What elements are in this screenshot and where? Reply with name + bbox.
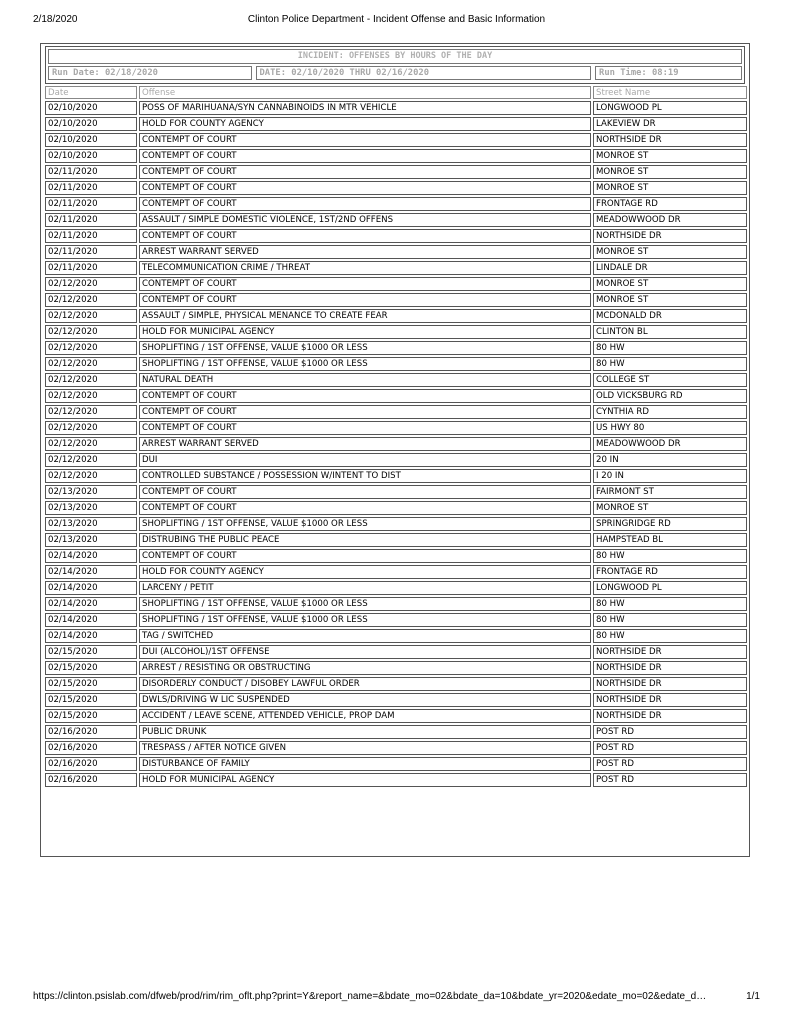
cell-offense: TRESPASS / AFTER NOTICE GIVEN xyxy=(139,741,591,755)
cell-street: OLD VICKSBURG RD xyxy=(593,389,747,403)
cell-date: 02/13/2020 xyxy=(45,533,137,547)
cell-street: NORTHSIDE DR xyxy=(593,645,747,659)
table-row xyxy=(45,405,747,419)
cell-offense: DUI xyxy=(139,453,591,467)
cell-date: 02/12/2020 xyxy=(45,325,137,339)
table-row xyxy=(45,485,747,499)
cell-date: 02/13/2020 xyxy=(45,501,137,515)
date-range: DATE: 02/10/2020 THRU 02/16/2020 xyxy=(256,66,592,80)
table-row xyxy=(45,597,747,611)
cell-street: LAKEVIEW DR xyxy=(593,117,747,131)
cell-street: 80 HW xyxy=(593,341,747,355)
cell-offense: ACCIDENT / LEAVE SCENE, ATTENDED VEHICLE, PROP DAM xyxy=(139,709,591,723)
cell-street: MONROE ST xyxy=(593,149,747,163)
table-row xyxy=(45,549,747,563)
page-number: 1/1 xyxy=(746,991,760,1002)
cell-offense: CONTEMPT OF COURT xyxy=(139,485,591,499)
cell-date: 02/14/2020 xyxy=(45,629,137,643)
cell-date: 02/14/2020 xyxy=(45,597,137,611)
cell-date: 02/10/2020 xyxy=(45,117,137,131)
cell-date: 02/16/2020 xyxy=(45,725,137,739)
cell-offense: HOLD FOR COUNTY AGENCY xyxy=(139,565,591,579)
cell-street: MCDONALD DR xyxy=(593,309,747,323)
cell-date: 02/16/2020 xyxy=(45,757,137,771)
cell-offense: CONTEMPT OF COURT xyxy=(139,405,591,419)
cell-date: 02/11/2020 xyxy=(45,245,137,259)
cell-street: 20 IN xyxy=(593,453,747,467)
cell-street: POST RD xyxy=(593,725,747,739)
run-date: Run Date: 02/18/2020 xyxy=(48,66,252,80)
cell-offense: CONTEMPT OF COURT xyxy=(139,197,591,211)
cell-street: 80 HW xyxy=(593,549,747,563)
cell-street: MEADOWWOOD DR xyxy=(593,437,747,451)
table-row xyxy=(45,213,747,227)
print-url: https://clinton.psislab.com/dfweb/prod/rim/rim_oflt.php?print=Y&report_name=&bdate_mo=02&bdate_da=10&bdate_yr=2020&edate_mo=02&edate_d… xyxy=(33,991,707,1002)
cell-offense: CONTEMPT OF COURT xyxy=(139,501,591,515)
cell-street: MONROE ST xyxy=(593,293,747,307)
cell-street: FRONTAGE RD xyxy=(593,197,747,211)
cell-offense: ASSAULT / SIMPLE DOMESTIC VIOLENCE, 1ST/2ND OFFENS xyxy=(139,213,591,227)
cell-offense: CONTEMPT OF COURT xyxy=(139,181,591,195)
table-row xyxy=(45,757,747,771)
table-row xyxy=(45,517,747,531)
run-time: Run Time: 08:19 xyxy=(595,66,742,80)
cell-offense: CONTEMPT OF COURT xyxy=(139,293,591,307)
table-row xyxy=(45,741,747,755)
cell-offense: HOLD FOR MUNICIPAL AGENCY xyxy=(139,325,591,339)
print-header xyxy=(33,14,760,28)
cell-date: 02/12/2020 xyxy=(45,373,137,387)
cell-date: 02/15/2020 xyxy=(45,693,137,707)
table-row xyxy=(45,341,747,355)
table-row xyxy=(45,469,747,483)
cell-street: LONGWOOD PL xyxy=(593,101,747,115)
cell-offense: CONTEMPT OF COURT xyxy=(139,149,591,163)
print-date: 2/18/2020 xyxy=(33,14,78,25)
cell-date: 02/12/2020 xyxy=(45,293,137,307)
cell-date: 02/16/2020 xyxy=(45,741,137,755)
table-row xyxy=(45,565,747,579)
table-row xyxy=(45,773,747,787)
cell-date: 02/14/2020 xyxy=(45,565,137,579)
table-row xyxy=(45,453,747,467)
offense-table xyxy=(43,84,749,789)
cell-offense: CONTEMPT OF COURT xyxy=(139,549,591,563)
table-row xyxy=(45,533,747,547)
column-header-offense: Offense xyxy=(139,86,591,99)
cell-street: FAIRMONT ST xyxy=(593,485,747,499)
table-header-row xyxy=(45,86,747,99)
table-row xyxy=(45,373,747,387)
cell-offense: ARREST WARRANT SERVED xyxy=(139,437,591,451)
cell-offense: CONTEMPT OF COURT xyxy=(139,421,591,435)
cell-offense: ASSAULT / SIMPLE, PHYSICAL MENANCE TO CREATE FEAR xyxy=(139,309,591,323)
cell-offense: PUBLIC DRUNK xyxy=(139,725,591,739)
cell-date: 02/11/2020 xyxy=(45,181,137,195)
table-row xyxy=(45,693,747,707)
cell-date: 02/11/2020 xyxy=(45,213,137,227)
table-row xyxy=(45,357,747,371)
cell-date: 02/16/2020 xyxy=(45,773,137,787)
cell-street: MONROE ST xyxy=(593,181,747,195)
cell-offense: DWLS/DRIVING W LIC SUSPENDED xyxy=(139,693,591,707)
print-footer xyxy=(33,991,760,1005)
cell-offense: SHOPLIFTING / 1ST OFFENSE, VALUE $1000 OR LESS xyxy=(139,597,591,611)
cell-offense: DUI (ALCOHOL)/1ST OFFENSE xyxy=(139,645,591,659)
table-row xyxy=(45,501,747,515)
cell-street: CYNTHIA RD xyxy=(593,405,747,419)
table-row xyxy=(45,389,747,403)
cell-date: 02/11/2020 xyxy=(45,197,137,211)
print-title: Clinton Police Department - Incident Offense and Basic Information xyxy=(247,14,546,25)
cell-date: 02/11/2020 xyxy=(45,261,137,275)
cell-offense: SHOPLIFTING / 1ST OFFENSE, VALUE $1000 OR LESS xyxy=(139,517,591,531)
cell-offense: TELECOMMUNICATION CRIME / THREAT xyxy=(139,261,591,275)
table-row xyxy=(45,677,747,691)
cell-offense: CONTEMPT OF COURT xyxy=(139,389,591,403)
cell-street: CLINTON BL xyxy=(593,325,747,339)
cell-street: MONROE ST xyxy=(593,277,747,291)
table-row xyxy=(45,613,747,627)
cell-street: HAMPSTEAD BL xyxy=(593,533,747,547)
cell-offense: TAG / SWITCHED xyxy=(139,629,591,643)
cell-street: NORTHSIDE DR xyxy=(593,677,747,691)
cell-date: 02/15/2020 xyxy=(45,645,137,659)
cell-street: NORTHSIDE DR xyxy=(593,229,747,243)
cell-offense: CONTEMPT OF COURT xyxy=(139,133,591,147)
cell-date: 02/14/2020 xyxy=(45,613,137,627)
cell-date: 02/10/2020 xyxy=(45,101,137,115)
cell-offense: LARCENY / PETIT xyxy=(139,581,591,595)
cell-street: US HWY 80 xyxy=(593,421,747,435)
report-container xyxy=(40,43,750,857)
cell-street: NORTHSIDE DR xyxy=(593,709,747,723)
cell-offense: CONTEMPT OF COURT xyxy=(139,277,591,291)
cell-date: 02/12/2020 xyxy=(45,389,137,403)
cell-date: 02/12/2020 xyxy=(45,277,137,291)
table-row xyxy=(45,437,747,451)
cell-date: 02/15/2020 xyxy=(45,661,137,675)
cell-street: NORTHSIDE DR xyxy=(593,693,747,707)
cell-street: I 20 IN xyxy=(593,469,747,483)
cell-street: 80 HW xyxy=(593,597,747,611)
report-title-box xyxy=(45,46,745,84)
table-row xyxy=(45,277,747,291)
table-row xyxy=(45,661,747,675)
cell-date: 02/10/2020 xyxy=(45,133,137,147)
column-header-street: Street Name xyxy=(593,86,747,99)
cell-offense: SHOPLIFTING / 1ST OFFENSE, VALUE $1000 OR LESS xyxy=(139,613,591,627)
table-row xyxy=(45,149,747,163)
cell-offense: ARREST / RESISTING OR OBSTRUCTING xyxy=(139,661,591,675)
table-row xyxy=(45,133,747,147)
cell-offense: POSS OF MARIHUANA/SYN CANNABINOIDS IN MTR VEHICLE xyxy=(139,101,591,115)
table-row xyxy=(45,245,747,259)
table-row xyxy=(45,229,747,243)
cell-street: NORTHSIDE DR xyxy=(593,133,747,147)
table-row xyxy=(45,101,747,115)
table-row xyxy=(45,581,747,595)
table-row xyxy=(45,629,747,643)
cell-date: 02/12/2020 xyxy=(45,469,137,483)
cell-offense: HOLD FOR MUNICIPAL AGENCY xyxy=(139,773,591,787)
table-row xyxy=(45,725,747,739)
cell-date: 02/10/2020 xyxy=(45,149,137,163)
cell-date: 02/13/2020 xyxy=(45,485,137,499)
table-row xyxy=(45,709,747,723)
cell-street: NORTHSIDE DR xyxy=(593,661,747,675)
table-body xyxy=(45,101,747,787)
column-header-date: Date xyxy=(45,86,137,99)
cell-date: 02/12/2020 xyxy=(45,341,137,355)
table-row xyxy=(45,309,747,323)
cell-date: 02/12/2020 xyxy=(45,405,137,419)
cell-offense: DISTURBANCE OF FAMILY xyxy=(139,757,591,771)
cell-offense: ARREST WARRANT SERVED xyxy=(139,245,591,259)
report-meta-row xyxy=(48,66,742,80)
cell-date: 02/13/2020 xyxy=(45,517,137,531)
table-row xyxy=(45,117,747,131)
cell-street: POST RD xyxy=(593,741,747,755)
table-row xyxy=(45,165,747,179)
table-row xyxy=(45,325,747,339)
table-row xyxy=(45,645,747,659)
cell-date: 02/12/2020 xyxy=(45,309,137,323)
cell-date: 02/12/2020 xyxy=(45,421,137,435)
cell-street: 80 HW xyxy=(593,629,747,643)
cell-date: 02/12/2020 xyxy=(45,453,137,467)
cell-date: 02/15/2020 xyxy=(45,709,137,723)
cell-street: MONROE ST xyxy=(593,245,747,259)
cell-street: 80 HW xyxy=(593,357,747,371)
cell-street: POST RD xyxy=(593,773,747,787)
cell-offense: CONTROLLED SUBSTANCE / POSSESSION W/INTENT TO DIST xyxy=(139,469,591,483)
cell-street: FRONTAGE RD xyxy=(593,565,747,579)
cell-date: 02/12/2020 xyxy=(45,437,137,451)
cell-street: 80 HW xyxy=(593,613,747,627)
cell-street: MEADOWWOOD DR xyxy=(593,213,747,227)
table-row xyxy=(45,421,747,435)
cell-street: LINDALE DR xyxy=(593,261,747,275)
cell-street: LONGWOOD PL xyxy=(593,581,747,595)
table-row xyxy=(45,261,747,275)
cell-date: 02/15/2020 xyxy=(45,677,137,691)
cell-offense: DISTRUBING THE PUBLIC PEACE xyxy=(139,533,591,547)
cell-offense: HOLD FOR COUNTY AGENCY xyxy=(139,117,591,131)
cell-street: MONROE ST xyxy=(593,501,747,515)
cell-offense: NATURAL DEATH xyxy=(139,373,591,387)
cell-date: 02/11/2020 xyxy=(45,229,137,243)
table-row xyxy=(45,181,747,195)
cell-date: 02/14/2020 xyxy=(45,549,137,563)
cell-date: 02/12/2020 xyxy=(45,357,137,371)
cell-offense: SHOPLIFTING / 1ST OFFENSE, VALUE $1000 OR LESS xyxy=(139,341,591,355)
cell-offense: CONTEMPT OF COURT xyxy=(139,165,591,179)
cell-street: MONROE ST xyxy=(593,165,747,179)
table-row xyxy=(45,293,747,307)
report-title: INCIDENT: OFFENSES BY HOURS OF THE DAY xyxy=(48,49,742,64)
cell-street: SPRINGRIDGE RD xyxy=(593,517,747,531)
table-row xyxy=(45,197,747,211)
cell-offense: SHOPLIFTING / 1ST OFFENSE, VALUE $1000 OR LESS xyxy=(139,357,591,371)
cell-street: COLLEGE ST xyxy=(593,373,747,387)
cell-offense: CONTEMPT OF COURT xyxy=(139,229,591,243)
cell-offense: DISORDERLY CONDUCT / DISOBEY LAWFUL ORDER xyxy=(139,677,591,691)
cell-date: 02/14/2020 xyxy=(45,581,137,595)
cell-date: 02/11/2020 xyxy=(45,165,137,179)
cell-street: POST RD xyxy=(593,757,747,771)
